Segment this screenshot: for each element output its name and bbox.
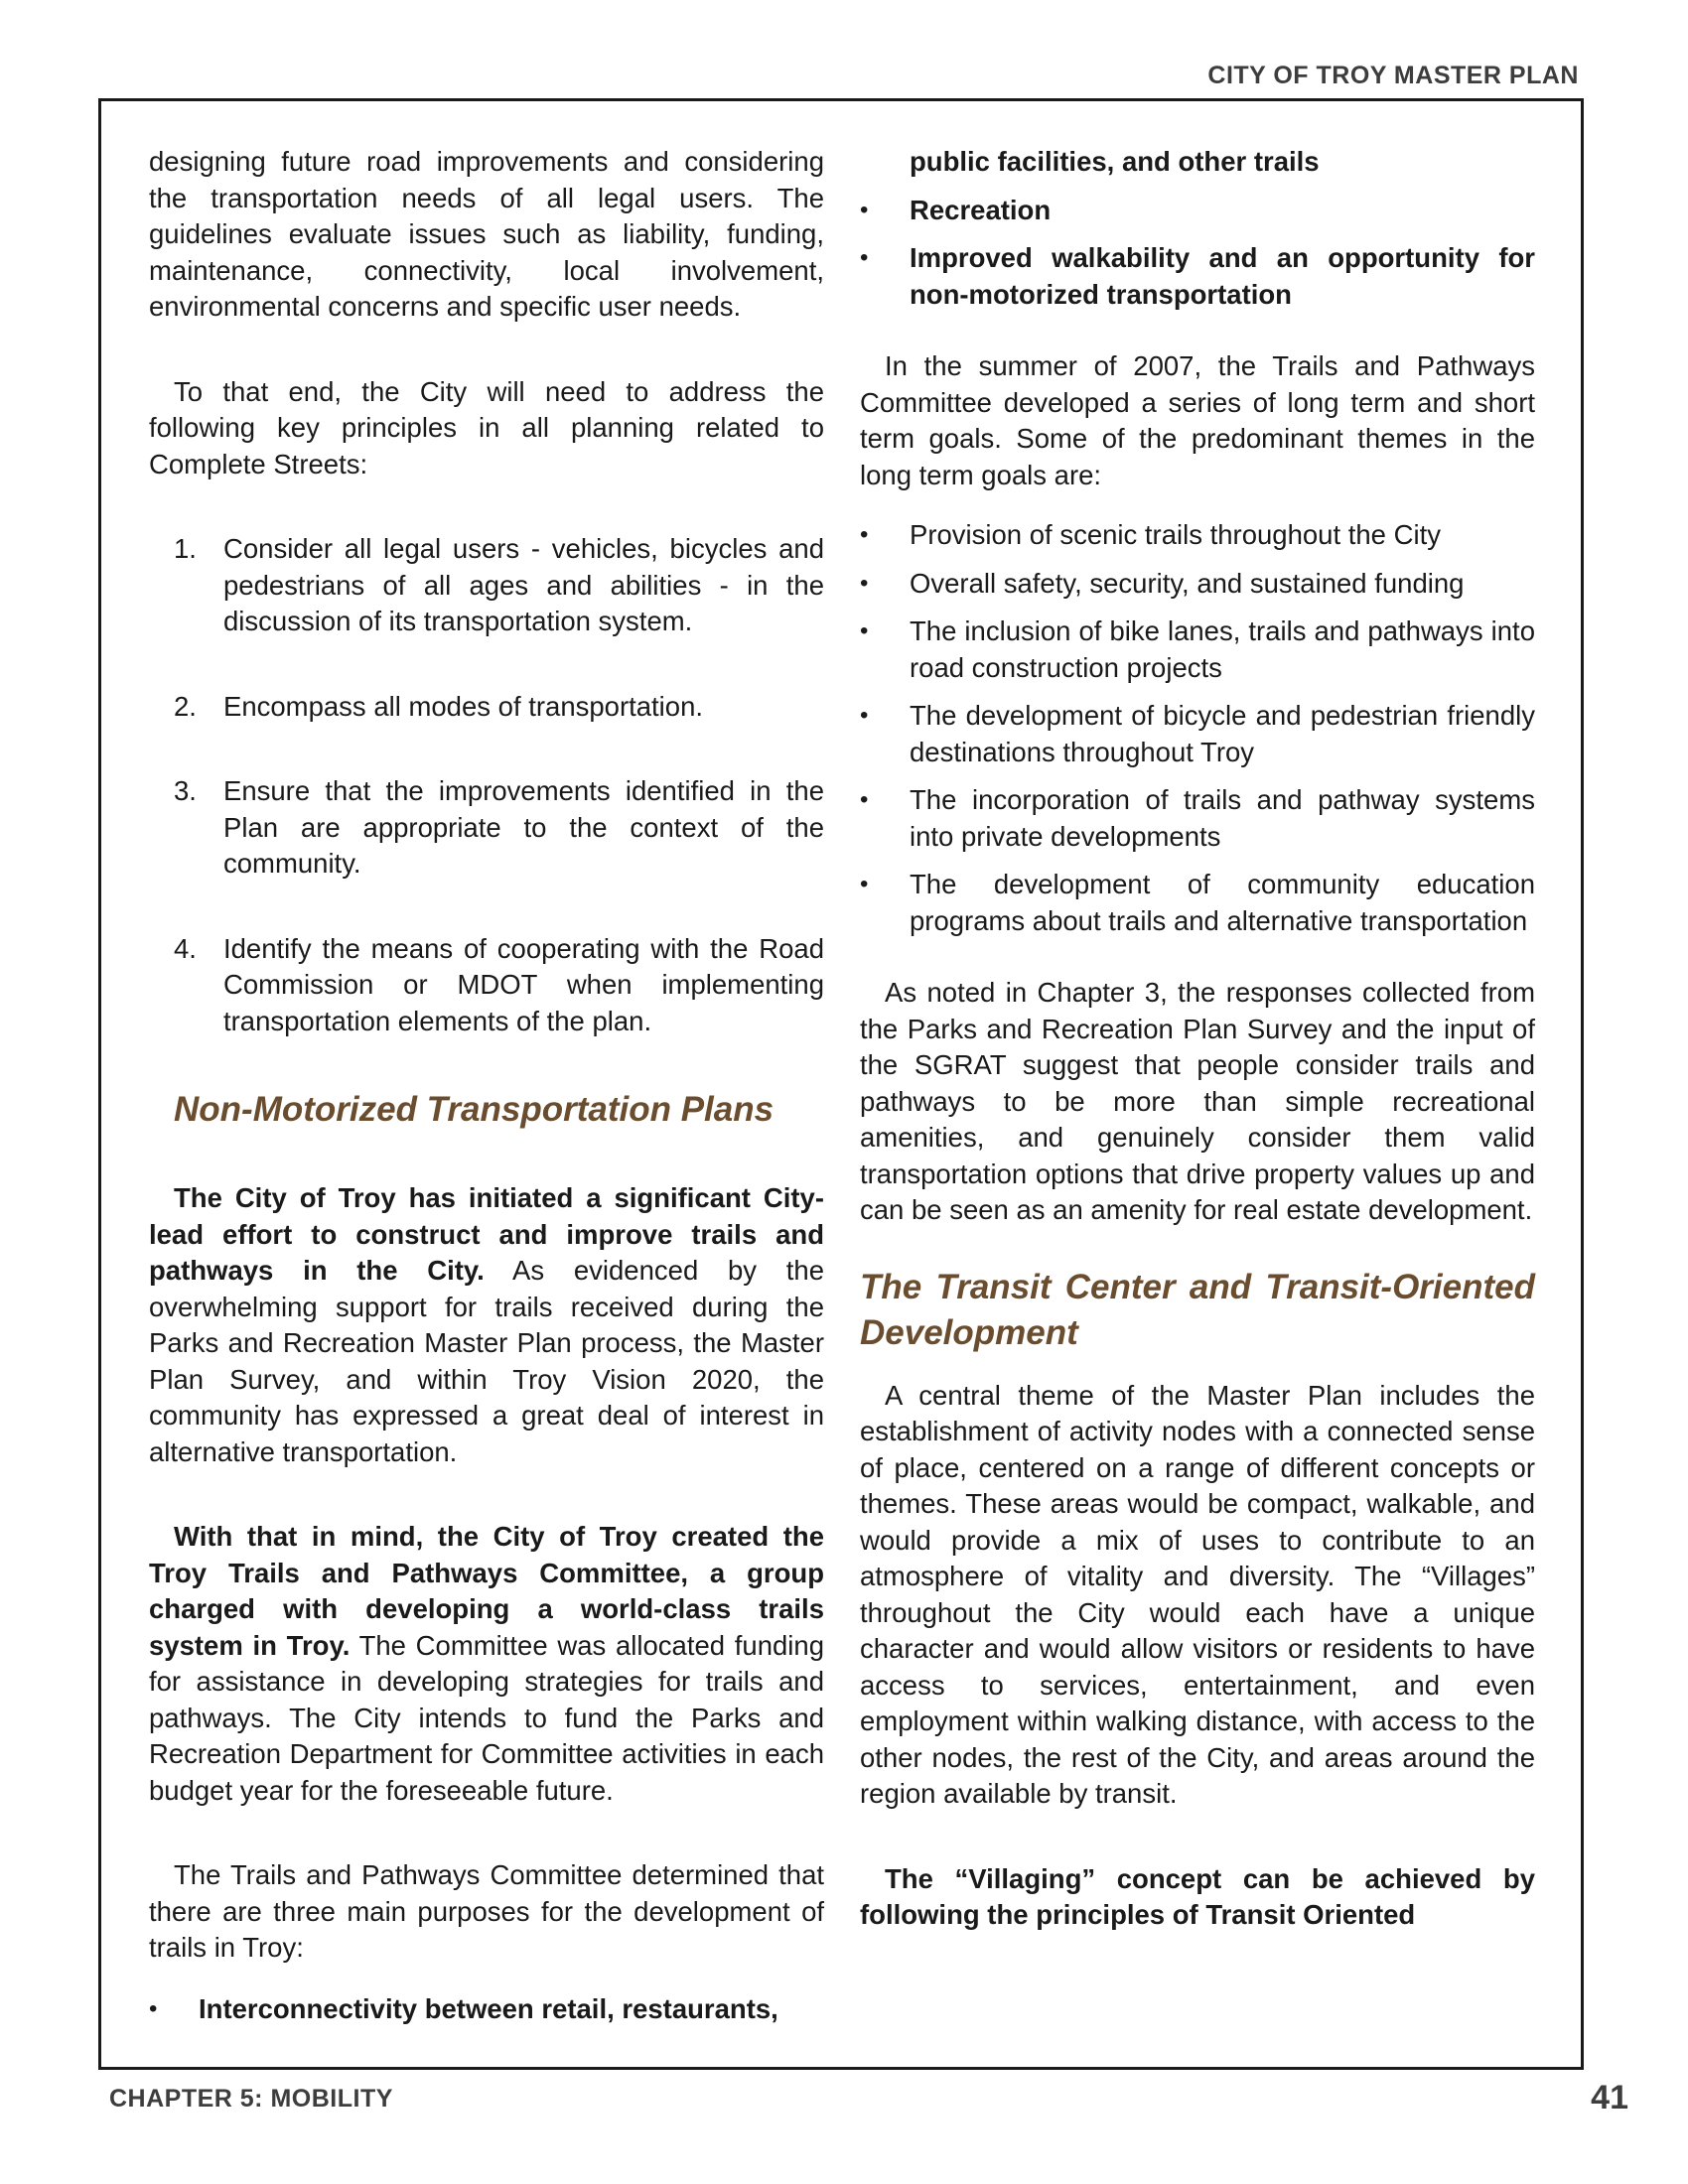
bullet-icon: • — [149, 1994, 158, 2022]
committee-paragraph — [149, 1519, 824, 1809]
goal-text: The development of community education programs about trails and alternative transportation — [910, 869, 1535, 936]
goal-item — [860, 698, 1535, 770]
principles-list — [149, 531, 824, 1039]
principles-intro: To that end, the City will need to address the following key principles in all planning related to Complete Streets: — [149, 375, 824, 479]
bullet-icon: • — [860, 617, 869, 644]
running-header: CITY OF TROY MASTER PLAN — [1207, 62, 1579, 89]
left-column — [149, 144, 824, 2027]
goal-text: The development of bicycle and pedestrian friendly destinations throughout Troy — [910, 700, 1535, 767]
goal-item — [860, 517, 1535, 554]
bullet-icon: • — [860, 521, 869, 548]
principle-text: Identify the means of cooperating with the Road Commission or MDOT when implementing transportation elements of the plan. — [223, 932, 824, 1036]
goal-text: Provision of scenic trails throughout the City — [910, 519, 1441, 550]
purpose-item — [149, 1991, 824, 2028]
transit-paragraph: A central theme of the Master Plan includes the establishment of activity nodes with a connected sense of place, centered on a range of different concepts or themes. These areas would be compact, walkable, and would provide a mix of uses to contribute to an atmosphere of vitality and diversity. The “Villages” throughout the City would each have a unique character and would allow visitors or residents to have access to services, entertainment, and even employment within walking distance, with access to the other nodes, the rest of the City, and areas around the region available by transit. — [860, 1379, 1535, 1809]
survey-paragraph: As noted in Chapter 3, the responses collected from the Parks and Recreation Plan Survey and the input of the SGRAT suggest that people consider trails and pathways to be more than simple recreational amenities, and genuinely consider them valid transportation options that drive property values up and can be seen as an amenity for real estate development. — [860, 977, 1535, 1225]
goal-text: The inclusion of bike lanes, trails and pathways into road construction projects — [910, 615, 1535, 683]
purpose-item — [860, 240, 1535, 313]
bullet-icon: • — [860, 196, 869, 223]
purpose-text: Improved walkability and an opportunity for non-motorized transportation — [910, 242, 1535, 310]
bullet-icon: • — [860, 871, 869, 897]
principle-text: Encompass all modes of transportation. — [223, 690, 704, 722]
principle-text: Ensure that the improvements identified in the Plan are appropriate to the context of the community. — [223, 775, 824, 879]
bullet-icon: • — [860, 786, 869, 813]
bullet-icon: • — [860, 569, 869, 597]
committee-body: The Committee was allocated funding for assistance in developing strategies for trails and pathways. The City intends to fund the Parks and Recreation Department for Committee activities in each budget year for the foreseeable future. — [149, 1629, 824, 1806]
committee-lead: With that in mind, the City of Troy created the Troy Trails and Pathways Committee, a group charged with developing a world-class trails system in Troy. — [149, 1521, 824, 1661]
goal-item — [860, 614, 1535, 686]
bullet-icon: • — [860, 244, 869, 271]
purposes-list-continued — [860, 144, 1535, 313]
trails-effort-lead: The City of Troy has initiated a significant City-lead effort to construct and improve trails and pathways in the City. — [149, 1182, 824, 1286]
goal-item — [860, 782, 1535, 855]
goals-list — [860, 517, 1535, 939]
goal-item — [860, 867, 1535, 939]
section-heading-non-motorized: Non-Motorized Transportation Plans — [174, 1090, 774, 1129]
intro-paragraph: designing future road improvements and considering the transportation needs of all legal users. The guidelines evaluate issues such as liability, funding, maintenance, connectivity, local involvement, environmental concerns and specific user needs. — [149, 146, 824, 322]
footer-chapter: CHAPTER 5: MOBILITY — [109, 2085, 393, 2113]
villaging-paragraph: The “Villaging” concept can be achieved by following the principles of Transit Oriented — [860, 1862, 1535, 1930]
right-column — [860, 144, 1535, 1934]
principle-text: Consider all legal users - vehicles, bicycles and pedestrians of all ages and abilities - in the discussion of its transportation system. — [223, 533, 824, 636]
goal-item — [860, 566, 1535, 603]
purpose-item-continued — [860, 144, 1535, 181]
section-heading-transit: The Transit Center and Transit-Oriented Development — [860, 1267, 1535, 1352]
trails-effort-body: As evidenced by the overwhelming support for trails received during the Parks and Recreation Master Plan process, the Master Plan Survey, and within Troy Vision 2020, the community has expressed a great deal of interest in alternative transportation. — [149, 1255, 824, 1467]
purposes-intro: The Trails and Pathways Committee determined that there are three main purposes for the development of trails in Troy: — [149, 1859, 824, 1963]
principle-number: 3. — [174, 775, 197, 806]
principle-item — [149, 689, 824, 726]
goals-intro: In the summer of 2007, the Trails and Pathways Committee developed a series of long term and short term goals. Some of the predominant themes in the long term goals are: — [860, 350, 1535, 490]
goal-text: Overall safety, security, and sustained funding — [910, 567, 1465, 599]
principle-number: 4. — [174, 932, 197, 964]
purpose-text: Recreation — [910, 194, 1052, 225]
purpose-text: public facilities, and other trails — [910, 146, 1320, 177]
goal-text: The incorporation of trails and pathway systems into private developments — [910, 784, 1535, 852]
principle-number: 1. — [174, 533, 197, 564]
purpose-text: Interconnectivity between retail, restaurants, — [199, 1992, 778, 2024]
purpose-item — [860, 193, 1535, 229]
purposes-list — [149, 1991, 824, 2028]
bullet-icon: • — [860, 702, 869, 729]
trails-effort-paragraph — [149, 1180, 824, 1470]
principle-number: 2. — [174, 690, 197, 722]
principle-item — [149, 931, 824, 1040]
principle-item — [149, 531, 824, 640]
principle-item — [149, 773, 824, 883]
page-number: 41 — [1591, 2079, 1628, 2116]
